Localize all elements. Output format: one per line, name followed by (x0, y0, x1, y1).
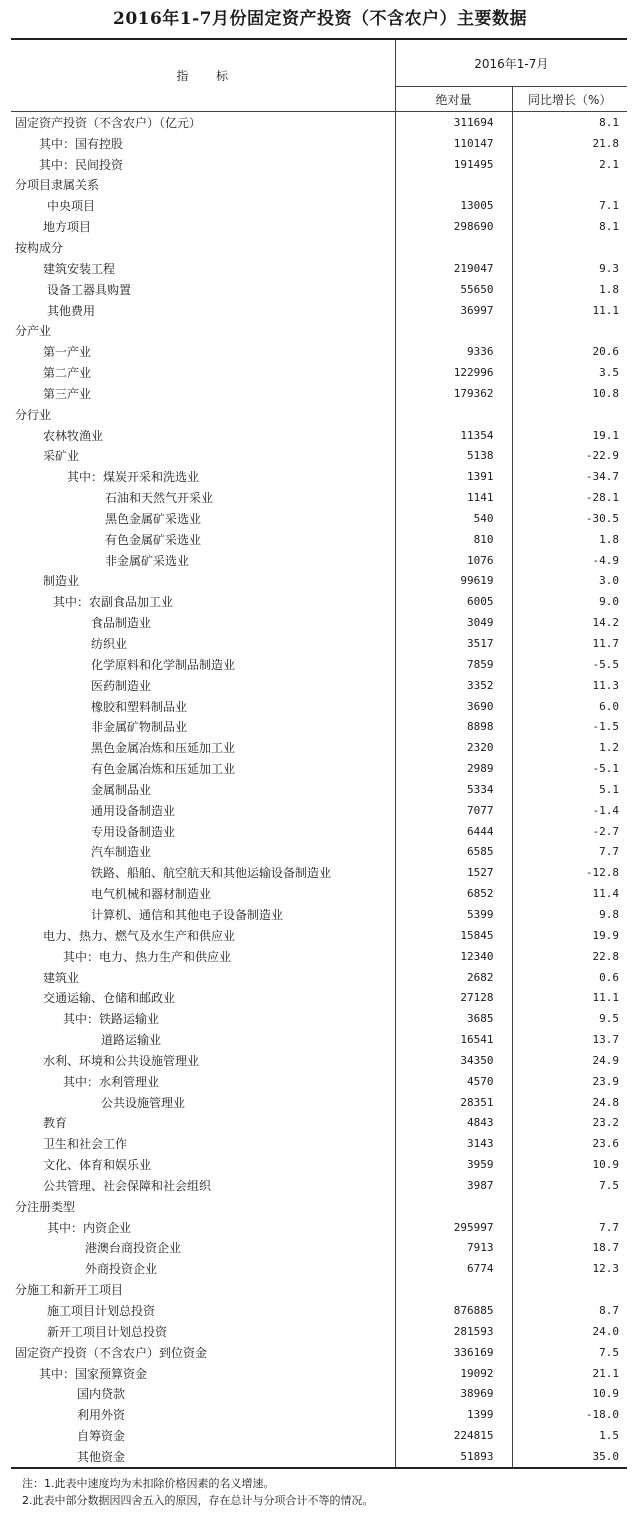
table-row (11, 195, 627, 216)
row-indicator: 分行业 (11, 404, 395, 425)
row-indicator: 非金属矿采选业 (11, 550, 395, 571)
row-absolute: 3987 (395, 1175, 512, 1196)
row-absolute: 3959 (395, 1154, 512, 1175)
table-row (11, 279, 627, 300)
table-row (11, 175, 627, 196)
row-absolute: 11354 (395, 425, 512, 446)
table-row (11, 1154, 627, 1175)
row-absolute: 13005 (395, 195, 512, 216)
row-indicator: 其中：农副食品加工业 (11, 591, 395, 612)
row-yoy: 23.6 (592, 1137, 620, 1151)
row-yoy: 10.9 (592, 1158, 620, 1172)
row-absolute: 224815 (395, 1425, 512, 1446)
row-yoy: 11.4 (592, 887, 620, 901)
table-row (11, 842, 627, 863)
row-indicator: 金属制品业 (11, 779, 395, 800)
row-yoy (512, 175, 627, 196)
header-period: 2016年1-7月 (395, 39, 627, 87)
row-absolute (395, 175, 512, 196)
footnotes (22, 1475, 640, 1509)
row-indicator: 有色金属矿采选业 (11, 529, 395, 550)
table-row (11, 987, 627, 1008)
table-row (11, 716, 627, 737)
table-body (11, 112, 627, 1468)
table-row (11, 1279, 627, 1300)
row-yoy: 2.1 (599, 157, 620, 171)
row-indicator: 黑色金属冶炼和压延加工业 (11, 737, 395, 758)
row-indicator: 其中：内资企业 (11, 1217, 395, 1238)
header-indicator: 指 标 (11, 39, 395, 112)
table-row (11, 967, 627, 988)
row-absolute: 28351 (395, 1092, 512, 1113)
row-indicator: 自筹资金 (11, 1425, 395, 1446)
row-absolute: 219047 (395, 258, 512, 279)
row-absolute: 9336 (395, 341, 512, 362)
row-absolute: 1076 (395, 550, 512, 571)
table-row (11, 341, 627, 362)
table-row (11, 216, 627, 237)
row-indicator: 化学原料和化学制品制造业 (11, 654, 395, 675)
table-row (11, 1238, 627, 1259)
table-row (11, 883, 627, 904)
row-yoy: -1.5 (592, 720, 620, 734)
row-yoy: 7.1 (599, 199, 620, 213)
table-row (11, 862, 627, 883)
row-yoy: 10.9 (592, 1387, 620, 1401)
row-indicator: 分注册类型 (11, 1196, 395, 1217)
row-absolute: 2682 (395, 967, 512, 988)
row-absolute: 6005 (395, 591, 512, 612)
row-indicator: 其中：电力、热力生产和供应业 (11, 946, 395, 967)
row-indicator: 分项目隶属关系 (11, 175, 395, 196)
row-absolute: 3143 (395, 1133, 512, 1154)
row-indicator: 第二产业 (11, 362, 395, 383)
row-indicator: 按构成分 (11, 237, 395, 258)
table-row (11, 571, 627, 592)
row-absolute: 298690 (395, 216, 512, 237)
row-yoy: -28.1 (585, 491, 620, 505)
row-indicator: 医药制造业 (11, 675, 395, 696)
row-absolute: 6774 (395, 1258, 512, 1279)
table-row (11, 1446, 627, 1468)
table-row (11, 529, 627, 550)
row-absolute: 336169 (395, 1342, 512, 1363)
row-yoy: 9.5 (599, 1012, 620, 1026)
row-yoy: 7.7 (599, 845, 620, 859)
row-indicator: 橡胶和塑料制品业 (11, 696, 395, 717)
row-yoy: 11.3 (592, 678, 620, 692)
row-indicator: 其中：国有控股 (11, 133, 395, 154)
row-yoy: 23.2 (592, 1116, 620, 1130)
row-indicator: 建筑业 (11, 967, 395, 988)
row-indicator: 公共设施管理业 (11, 1092, 395, 1113)
row-yoy (512, 320, 627, 341)
row-indicator: 采矿业 (11, 446, 395, 467)
row-indicator: 国内贷款 (11, 1383, 395, 1404)
row-absolute (395, 1279, 512, 1300)
footnote-1: 注：1.此表中速度均为未扣除价格因素的名义增速。 (22, 1476, 275, 1490)
row-yoy: 19.1 (592, 428, 620, 442)
row-indicator: 其中：铁路运输业 (11, 1008, 395, 1029)
table-row (11, 904, 627, 925)
row-yoy: 12.3 (592, 1262, 620, 1276)
row-absolute: 55650 (395, 279, 512, 300)
row-indicator: 汽车制造业 (11, 842, 395, 863)
row-indicator: 设备工器具购置 (11, 279, 395, 300)
table-row (11, 800, 627, 821)
row-yoy: 35.0 (512, 1446, 627, 1468)
row-yoy: 8.1 (599, 220, 620, 234)
row-indicator: 卫生和社会工作 (11, 1133, 395, 1154)
row-absolute (395, 404, 512, 425)
row-absolute: 15845 (395, 925, 512, 946)
row-indicator: 其他费用 (11, 300, 395, 321)
table-row (11, 1175, 627, 1196)
row-indicator: 非金属矿物制品业 (11, 716, 395, 737)
row-yoy (512, 1279, 627, 1300)
row-absolute: 19092 (395, 1363, 512, 1384)
row-yoy: 9.0 (599, 595, 620, 609)
row-absolute: 6852 (395, 883, 512, 904)
row-indicator: 其中：煤炭开采和洗选业 (11, 466, 395, 487)
row-indicator: 外商投资企业 (11, 1258, 395, 1279)
row-yoy: 7.7 (599, 1220, 620, 1234)
table-row (11, 591, 627, 612)
table-row (11, 1217, 627, 1238)
row-absolute: 1399 (395, 1404, 512, 1425)
table-row (11, 1092, 627, 1113)
row-absolute: 3049 (395, 612, 512, 633)
row-indicator: 石油和天然气开采业 (11, 487, 395, 508)
row-yoy: 5.1 (599, 782, 620, 796)
row-absolute: 5138 (395, 446, 512, 467)
row-yoy: 24.8 (592, 1095, 620, 1109)
row-indicator: 固定资产投资（不含农户）（亿元） (11, 112, 395, 133)
row-indicator: 分施工和新开工项目 (11, 1279, 395, 1300)
row-yoy: -30.5 (585, 511, 620, 525)
row-indicator: 公共管理、社会保障和社会组织 (11, 1175, 395, 1196)
row-absolute: 2989 (395, 758, 512, 779)
row-absolute: 3685 (395, 1008, 512, 1029)
row-yoy: 11.7 (592, 637, 620, 651)
row-yoy: 7.5 (599, 1345, 620, 1359)
row-absolute: 2320 (395, 737, 512, 758)
table-row (11, 362, 627, 383)
row-indicator: 第一产业 (11, 341, 395, 362)
row-absolute: 876885 (395, 1300, 512, 1321)
table-row (11, 612, 627, 633)
table-row (11, 821, 627, 842)
row-yoy: 0.6 (599, 970, 620, 984)
row-yoy: 21.8 (592, 136, 620, 150)
row-absolute: 3690 (395, 696, 512, 717)
table-row (11, 383, 627, 404)
table-row (11, 508, 627, 529)
table-header (11, 39, 627, 112)
row-indicator: 其中：国家预算资金 (11, 1363, 395, 1384)
table-row (11, 1363, 627, 1384)
row-absolute (395, 1196, 512, 1217)
row-yoy: 3.5 (599, 366, 620, 380)
table-row (11, 550, 627, 571)
row-indicator: 中央项目 (11, 195, 395, 216)
table-row (11, 675, 627, 696)
table-row (11, 1342, 627, 1363)
row-yoy: 6.0 (599, 699, 620, 713)
row-yoy: 9.8 (599, 907, 620, 921)
row-indicator: 其他资金 (11, 1446, 395, 1468)
row-yoy: 3.0 (599, 574, 620, 588)
row-absolute: 99619 (395, 571, 512, 592)
row-absolute: 1391 (395, 466, 512, 487)
row-yoy: 21.1 (592, 1366, 620, 1380)
row-yoy: -5.1 (592, 762, 620, 776)
row-indicator: 有色金属冶炼和压延加工业 (11, 758, 395, 779)
row-absolute: 1141 (395, 487, 512, 508)
row-yoy: 8.1 (599, 115, 620, 129)
row-absolute: 27128 (395, 987, 512, 1008)
row-yoy: 1.8 (599, 282, 620, 296)
row-absolute: 7913 (395, 1238, 512, 1259)
row-yoy: 11.1 (592, 303, 620, 317)
table-row (11, 1383, 627, 1404)
row-yoy: 10.8 (592, 386, 620, 400)
row-indicator: 道路运输业 (11, 1029, 395, 1050)
row-indicator: 建筑安装工程 (11, 258, 395, 279)
row-indicator: 铁路、船舶、航空航天和其他运输设备制造业 (11, 862, 395, 883)
row-absolute: 6585 (395, 842, 512, 863)
row-yoy (512, 237, 627, 258)
row-absolute: 4843 (395, 1113, 512, 1134)
row-absolute: 51893 (395, 1446, 512, 1468)
row-indicator: 交通运输、仓储和邮政业 (11, 987, 395, 1008)
table-row (11, 779, 627, 800)
row-indicator: 教育 (11, 1113, 395, 1134)
data-table (11, 38, 627, 1469)
table-row (11, 154, 627, 175)
page-title: 2016年1-7月份固定资产投资（不含农户）主要数据 (112, 9, 528, 29)
row-indicator: 计算机、通信和其他电子设备制造业 (11, 904, 395, 925)
row-absolute: 7077 (395, 800, 512, 821)
row-absolute (395, 237, 512, 258)
row-yoy: 22.8 (592, 949, 620, 963)
row-indicator: 食品制造业 (11, 612, 395, 633)
table-row (11, 737, 627, 758)
row-yoy (512, 404, 627, 425)
row-absolute: 34350 (395, 1050, 512, 1071)
table-row (11, 466, 627, 487)
table-row (11, 1008, 627, 1029)
row-indicator: 第三产业 (11, 383, 395, 404)
row-yoy: 24.0 (592, 1324, 620, 1338)
row-indicator: 固定资产投资（不含农户）到位资金 (11, 1342, 395, 1363)
table-row (11, 925, 627, 946)
row-yoy: 1.8 (599, 532, 620, 546)
row-indicator: 制造业 (11, 571, 395, 592)
row-yoy: -12.8 (585, 866, 620, 880)
row-absolute: 122996 (395, 362, 512, 383)
row-indicator: 纺织业 (11, 633, 395, 654)
table-row (11, 758, 627, 779)
row-indicator: 通用设备制造业 (11, 800, 395, 821)
table-row (11, 487, 627, 508)
row-absolute: 281593 (395, 1321, 512, 1342)
row-absolute: 5334 (395, 779, 512, 800)
row-absolute: 1527 (395, 862, 512, 883)
row-absolute: 4570 (395, 1071, 512, 1092)
table-row (11, 1425, 627, 1446)
row-yoy: 20.6 (592, 345, 620, 359)
row-absolute: 191495 (395, 154, 512, 175)
row-yoy: 1.2 (599, 741, 620, 755)
row-indicator: 电力、热力、燃气及水生产和供应业 (11, 925, 395, 946)
row-absolute: 540 (395, 508, 512, 529)
row-absolute: 311694 (395, 112, 512, 133)
table-row (11, 654, 627, 675)
table-row (11, 1071, 627, 1092)
row-indicator: 分产业 (11, 320, 395, 341)
table-row (11, 320, 627, 341)
row-absolute: 38969 (395, 1383, 512, 1404)
table-row (11, 258, 627, 279)
row-yoy: 18.7 (592, 1241, 620, 1255)
row-indicator: 黑色金属矿采选业 (11, 508, 395, 529)
table-row (11, 1321, 627, 1342)
row-yoy: 14.2 (592, 616, 620, 630)
row-absolute: 179362 (395, 383, 512, 404)
table-row (11, 946, 627, 967)
table-row (11, 1196, 627, 1217)
row-absolute: 8898 (395, 716, 512, 737)
footnote-2: 2.此表中部分数据因四舍五入的原因，存在总计与分项合计不等的情况。 (22, 1493, 374, 1507)
row-absolute: 295997 (395, 1217, 512, 1238)
row-yoy: -4.9 (592, 553, 620, 567)
row-indicator: 水利、环境和公共设施管理业 (11, 1050, 395, 1071)
row-indicator: 文化、体育和娱乐业 (11, 1154, 395, 1175)
row-yoy: -18.0 (585, 1408, 620, 1422)
table-row (11, 425, 627, 446)
row-absolute: 7859 (395, 654, 512, 675)
row-yoy: 1.5 (599, 1429, 620, 1443)
row-yoy: 19.9 (592, 928, 620, 942)
row-absolute: 16541 (395, 1029, 512, 1050)
row-yoy: -2.7 (592, 824, 620, 838)
table-row (11, 1258, 627, 1279)
row-indicator: 地方项目 (11, 216, 395, 237)
row-absolute: 36997 (395, 300, 512, 321)
row-yoy: 7.5 (599, 1178, 620, 1192)
row-yoy: 9.3 (599, 261, 620, 275)
header-yoy: 同比增长（%） (512, 87, 627, 112)
table-row (11, 1404, 627, 1425)
table-row (11, 237, 627, 258)
row-yoy: -1.4 (592, 803, 620, 817)
row-indicator: 专用设备制造业 (11, 821, 395, 842)
row-yoy: 24.9 (592, 1053, 620, 1067)
table-row (11, 633, 627, 654)
row-indicator: 港澳台商投资企业 (11, 1238, 395, 1259)
row-absolute: 6444 (395, 821, 512, 842)
table-row (11, 112, 627, 133)
row-absolute: 810 (395, 529, 512, 550)
row-indicator: 施工项目计划总投资 (11, 1300, 395, 1321)
row-indicator: 其中：水利管理业 (11, 1071, 395, 1092)
row-absolute (395, 320, 512, 341)
header-absolute: 绝对量 (395, 87, 512, 112)
row-yoy: -22.9 (585, 449, 620, 463)
row-yoy: 8.7 (599, 1304, 620, 1318)
row-yoy: 13.7 (592, 1033, 620, 1047)
row-absolute: 3517 (395, 633, 512, 654)
table-row (11, 446, 627, 467)
table-row (11, 1029, 627, 1050)
row-indicator: 其中：民间投资 (11, 154, 395, 175)
table-row (11, 696, 627, 717)
row-yoy: -34.7 (585, 470, 620, 484)
table-row (11, 1113, 627, 1134)
row-indicator: 利用外资 (11, 1404, 395, 1425)
table-row (11, 133, 627, 154)
row-yoy: 23.9 (592, 1074, 620, 1088)
row-indicator: 新开工项目计划总投资 (11, 1321, 395, 1342)
row-indicator: 农林牧渔业 (11, 425, 395, 446)
table-row (11, 404, 627, 425)
row-yoy: -5.5 (592, 657, 620, 671)
table-row (11, 1300, 627, 1321)
row-indicator: 电气机械和器材制造业 (11, 883, 395, 904)
row-absolute: 110147 (395, 133, 512, 154)
row-absolute: 3352 (395, 675, 512, 696)
row-yoy: 11.1 (592, 991, 620, 1005)
table-row (11, 1050, 627, 1071)
row-absolute: 5399 (395, 904, 512, 925)
table-row (11, 1133, 627, 1154)
row-absolute: 12340 (395, 946, 512, 967)
table-row (11, 300, 627, 321)
row-yoy (512, 1196, 627, 1217)
